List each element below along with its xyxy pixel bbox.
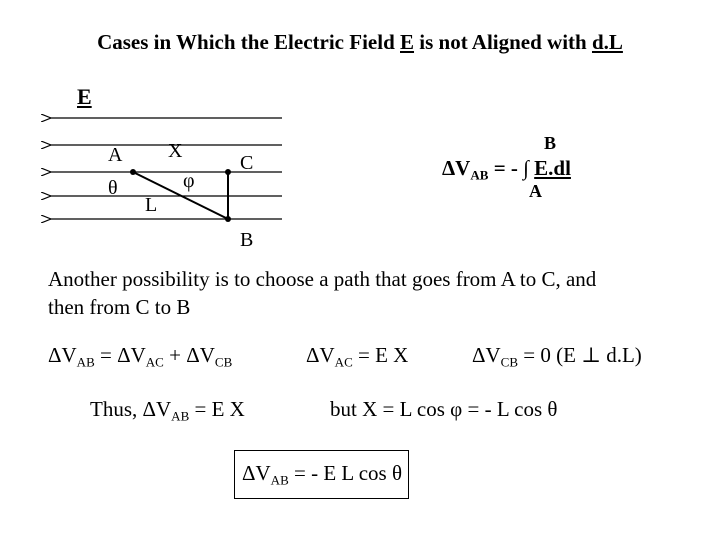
final-result-box: [234, 450, 409, 499]
title-field-symbol: E: [400, 30, 415, 54]
eq-vac-lhs: ΔV: [306, 343, 335, 367]
eq-sum-sub1: AC: [145, 354, 164, 370]
integral-upper-limit: B: [544, 133, 557, 153]
eq-thus-sub: AB: [171, 408, 190, 424]
title-middle: is not Aligned with: [414, 30, 592, 54]
eq-sum-lhs: ΔV: [48, 343, 77, 367]
integral-sign: ∫: [523, 156, 529, 180]
eq-thus-rhs: = E X: [189, 397, 245, 421]
eq-sum-term1: = ΔV: [94, 343, 146, 367]
l-label: L: [145, 194, 158, 216]
paragraph-line-2: then from C to B: [48, 295, 191, 319]
eq-final-rhs: = - E L cos θ: [288, 461, 403, 485]
equation-vcb: [472, 343, 642, 368]
equation-sum: [48, 343, 232, 368]
eq-vcb-rhs: = 0 (E ⊥ d.L): [518, 343, 642, 367]
integral-delta-v: ΔV: [442, 156, 471, 180]
equation-but: but X = L cos φ = - L cos θ: [330, 397, 558, 421]
eq-vcb-sub: CB: [500, 354, 519, 370]
integral-equals: = -: [488, 156, 524, 180]
point-a-dot: [130, 169, 136, 175]
title-prefix: Cases in Which the Electric Field: [97, 30, 400, 54]
field-label: [77, 84, 92, 110]
equation-vac: [306, 343, 408, 368]
integral-lower-limit: A: [529, 181, 542, 201]
eq-vac-rhs: = E X: [352, 343, 409, 367]
point-a-label: A: [108, 144, 123, 166]
eq-sum-sub2: CB: [214, 354, 233, 370]
integral-integrand: E.dl: [534, 156, 571, 180]
explanation-paragraph: [48, 265, 596, 321]
point-c-label: C: [240, 152, 254, 174]
eq-vac-sub: AC: [334, 354, 353, 370]
integral-expression: [442, 156, 571, 181]
paragraph-line-1: Another possibility is to choose a path that goes from A to C, and: [48, 267, 597, 291]
integral-subscript: AB: [470, 167, 489, 183]
eq-final-sub: AB: [270, 472, 289, 488]
eq-sum-lhs-sub: AB: [76, 354, 95, 370]
x-label: X: [168, 140, 183, 162]
point-b-label: B: [240, 229, 254, 251]
phi-label: φ: [183, 170, 195, 192]
eq-thus-prefix: Thus, ΔV: [90, 397, 172, 421]
field-label-text: E: [77, 84, 92, 109]
point-c-dot: [225, 169, 231, 175]
theta-label: θ: [108, 177, 118, 199]
title-dl-symbol: d.L: [591, 30, 623, 54]
equation-thus: [90, 397, 245, 422]
eq-sum-term2: + ΔV: [163, 343, 215, 367]
point-b-dot: [225, 216, 231, 222]
eq-final-lhs: ΔV: [242, 461, 271, 485]
eq-vcb-lhs: ΔV: [472, 343, 501, 367]
